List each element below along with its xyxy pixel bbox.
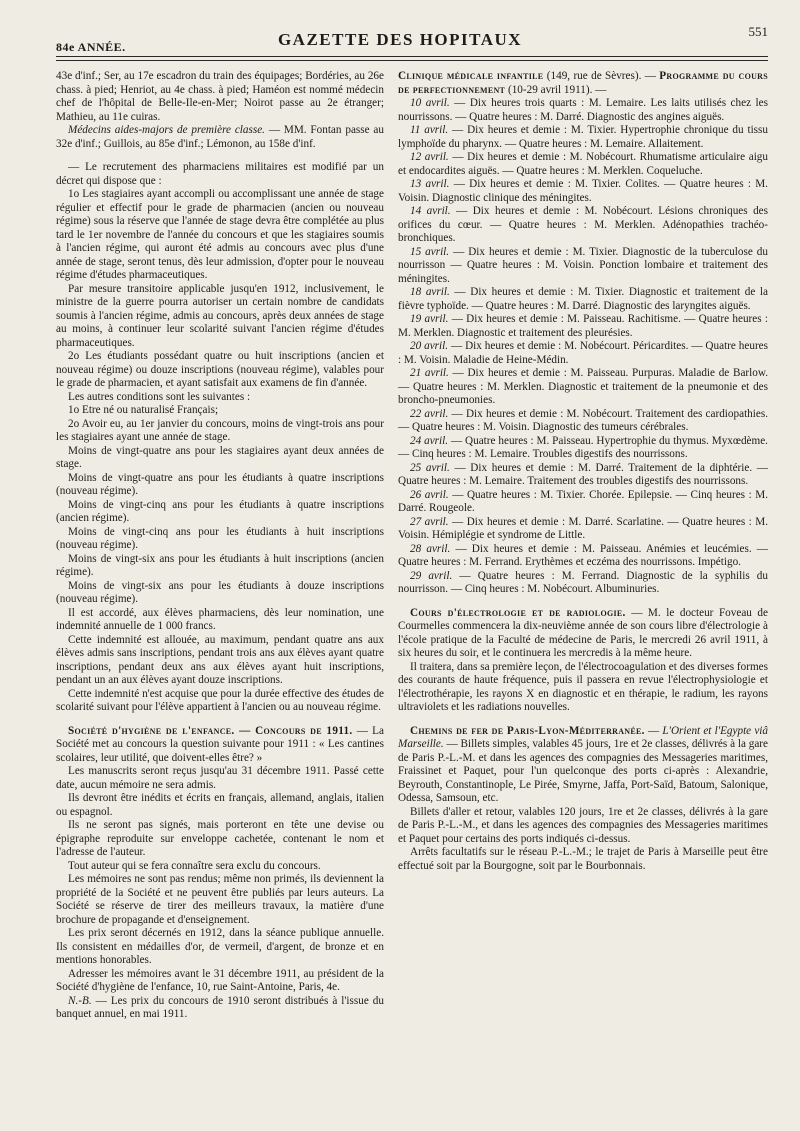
schedule-text: — Dix heures et demie : M. Paisseau. Anémies et leucémies. — Quatre heures : M. Ferrand. Erythèmes et eczéma des nourrissons. Impétigo. xyxy=(398,542,768,568)
schedule-entry xyxy=(398,124,768,151)
schedule-date: 13 avril. xyxy=(410,178,450,190)
schedule-text: — Quatre heures : M. Ferrand. Diagnostic de la syphilis du nourrisson. — Cinq heures : M. Nobécourt. Albuminuries. xyxy=(398,569,768,595)
section-heading: Clinique médicale infantile xyxy=(398,70,544,82)
schedule-entry xyxy=(398,516,768,543)
paragraph xyxy=(398,725,768,806)
paragraph: — Le recrutement des pharmaciens militaires est modifié par un décret qui dispose que : xyxy=(56,161,384,187)
schedule-date: 26 avril. xyxy=(410,488,449,501)
paragraph: Les manuscrits seront reçus jusqu'au 31 décembre 1911. Passé cette date, aucun mémoire ne sera admis. xyxy=(56,765,384,791)
paragraph-text: — xyxy=(644,724,663,737)
section-subheading: — Concours de 1911. xyxy=(234,724,353,737)
schedule-date: 14 avril. xyxy=(410,205,451,217)
schedule-entry xyxy=(398,367,768,408)
paragraph: 1o Les stagiaires ayant accompli ou accomplissant une année de stage régulier et effectif pour le grade de pharmacien (ancien ou nouveau régime) sous la réserve que l'année de stage devra être complétée au plus tard le 1er novembre de l'année du concours et que les stagiaires soumis à l'ancien régime, qui auront été admis au concours avec plus d'une année de stage, seront tenus, dès leur admission, d'opter pour le nouveau régime d'études pharmaceutiques. xyxy=(56,188,384,281)
paragraph-text: — M. le docteur Foveau de Courmelles commencera la dix-neuvième année de son cours libre d'électrologie à l'école pratique de la Faculté de médecine de Paris, le mercredi 26 avril 1911, à six heures du soir, et le continuera les mercredis à la même heure. xyxy=(398,606,768,659)
schedule-date: 15 avril. xyxy=(410,245,450,258)
paragraph xyxy=(56,725,384,766)
schedule-date: 12 avril. xyxy=(410,151,449,163)
schedule-date: 19 avril. xyxy=(410,313,449,325)
header-rule xyxy=(56,56,768,57)
paragraph: Les autres conditions sont les suivantes : xyxy=(68,390,251,403)
schedule-entry xyxy=(398,489,768,516)
paragraph: Moins de vingt-six ans pour les étudiants à douze inscriptions (nouveau régime). xyxy=(56,579,384,605)
paragraph-text: — Les prix du concours de 1910 seront distribués à l'issue du banquet annuel, en mai 1911. xyxy=(56,994,384,1020)
schedule-entry xyxy=(398,543,768,570)
paragraph: Moins de vingt-cinq ans pour les étudiants à huit inscriptions (nouveau régime). xyxy=(56,525,384,551)
header-rule-thin xyxy=(56,60,768,61)
paragraph: Cette indemnité n'est acquise que pour la durée effective des études de scolarité suivant pour l'élève appartient à l'ancien ou au nouveau régime. xyxy=(56,687,384,713)
right-column xyxy=(398,70,768,873)
paragraph: Cette indemnité est allouée, au maximum, pendant quatre ans aux élèves admis sans inscriptions, pendant trois ans aux élèves ayant quatre inscriptions, pendant deux ans aux élèves ayant huit inscriptions, pendant un an aux élèves ayant douze inscriptions. xyxy=(56,633,384,686)
schedule-text: — Dix heures et demie : M. Tixier. Diagnostic et traitement de la fièvre typhoïde. — Quatre heures : M. Darré. Diagnostic des laryngites aiguës. xyxy=(398,286,768,312)
schedule-date: 18 avril. xyxy=(410,286,450,298)
schedule-text: — Dix heures et demie : M. Tixier. Colites. — Quatre heures : M. Voisin. Diagnostic clinique des méningites. xyxy=(398,178,768,204)
paragraph-text: — Billets simples, valables 45 jours, 1re et 2e classes, délivrés à la gare de Paris P.-L.-M. et dans les agences des compagnies des Messageries maritimes, Fraissinet et Paquet, pour l'un quelconque des ports ci-après : Alexandrie, Beyrouth, Constantinople, Le Pirée, Smyrne, Jaffa, Port-Saïd, Batoum, Salonique, Odessa, Samsoun, etc. xyxy=(398,738,768,804)
schedule-text: — Dix heures trois quarts : M. Lemaire. Les laits utilisés chez les nourrissons. — Quatre heures : M. Darré. Diagnostic des angines aiguës. xyxy=(398,97,768,123)
note-label: N.-B. xyxy=(68,994,92,1007)
paragraph-text: — MM. Fontan passe au 32e d'inf.; Guillois, au 85e d'inf.; Lémonon, au 158e d'inf. xyxy=(56,124,384,150)
paragraph: Adresser les mémoires avant le 31 décembre 1911, au président de la Société d'hygiène de l'enfance, 10, rue Saint-Antoine, Paris, 4e. xyxy=(56,967,384,993)
paragraph: Moins de vingt-cinq ans pour les étudiants à quatre inscriptions (ancien régime). xyxy=(56,498,384,524)
paragraph-text: (10-29 avril 1911). — xyxy=(505,83,607,96)
schedule-date: 27 avril. xyxy=(410,515,449,528)
paragraph xyxy=(398,70,768,97)
paragraph: Tout auteur qui se fera connaître sera exclu du concours. xyxy=(68,859,321,872)
paragraph: Par mesure transitoire applicable jusqu'en 1912, inclusivement, le ministre de la guerre pourra autoriser un certain nombre de candidats soumis à l'ancien régime, admis au concours, après deux années de stage au moins, à continuer leur scolarité suivant l'ancien régime d'études pharmaceutiques. xyxy=(56,282,384,349)
paragraph xyxy=(56,995,384,1022)
schedule-text: — Dix heures et demie : M. Tixier. Diagnostic de la tuberculose du nourrisson — Quatre heures : M. Voisin. Ponction lombaire et traitement des méningites. xyxy=(398,245,768,285)
section-subtitle: L'Orient et l'Egypte viâ Marseille. xyxy=(398,724,768,750)
paragraph: Les prix seront décernés en 1912, dans la séance publique annuelle. Ils consistent en médailles d'or, de vermeil, d'argent, de bronze et en mentions honorables. xyxy=(56,927,384,966)
section-heading: Société d'hygiène de l'enfance. xyxy=(68,724,235,737)
section-heading: Cours d'électrologie et de radiologie. xyxy=(410,606,626,619)
schedule-date: 21 avril. xyxy=(410,367,449,379)
schedule-date: 11 avril. xyxy=(410,124,449,136)
section-heading: Chemins de fer de Paris-Lyon-Méditerranée. xyxy=(410,724,645,737)
issue-year: 84e ANNÉE. xyxy=(56,40,126,54)
paragraph: 43e d'inf.; Ser, au 17e escadron du train des équipages; Bordéries, au 26e chass. à pied; Henriot, au 4e chass. à pied; Haméon est nommé médecin chef de l'hôpital de Belle-Ile-en-Mer; Noirot passe au 2e étranger; Mathieu, au 11e cuiras. xyxy=(56,70,384,123)
paragraph: Arrêts facultatifs sur le réseau P.-L.-M.; le trajet de Paris à Marseille peut être effectué soit par la Bourgogne, soit par le Bourbonnais. xyxy=(398,846,768,872)
paragraph: Il est accordé, aux élèves pharmaciens, dès leur nomination, une indemnité annuelle de 1 000 francs. xyxy=(56,606,384,632)
schedule-date: 28 avril. xyxy=(410,542,451,555)
paragraph xyxy=(398,607,768,661)
schedule-entry xyxy=(398,246,768,287)
masthead-title: GAZETTE DES HOPITAUX xyxy=(277,30,523,49)
paragraph: 2o Avoir eu, au 1er janvier du concours, moins de vingt-trois ans pour les stagiaires ayant une année de stage. xyxy=(56,417,384,443)
schedule-date: 24 avril. xyxy=(410,434,449,447)
paragraph: Billets d'aller et retour, valables 120 jours, 1re et 2e classes, délivrés à la gare de Paris P.-L.-M., et dans les agences des compagnies des Messageries maritimes et Paquet pour certains des ports indiqués ci-dessus. xyxy=(398,805,768,845)
schedule-text: — Dix heures et demie : M. Nobécourt. Lésions chroniques des orifices du cœur. — Quatre heures : M. Merklen. Adénopathies trachéo-bronchiques. xyxy=(398,205,768,244)
schedule-text: — Dix heures et demie : M. Paisseau. Rachitisme. — Quatre heures : M. Merklen. Diagnostic et traitement des pleurésies. xyxy=(398,313,768,339)
schedule-text: — Quatre heures : M. Paisseau. Hypertrophie du thymus. Myxœdème. — Cinq heures : M. Lemaire. Troubles digestifs des nourrissons. xyxy=(398,434,768,460)
schedule-text: — Dix heures et demie : M. Nobécourt. Rhumatisme articulaire aigu et endocardites aiguës. — Quatre heures : M. Merklen. Coqueluche. xyxy=(398,151,768,177)
schedule-text: — Dix heures et demie : M. Darré. Traitement de la diphtérie. — Quatre heures : M. Lemaire. Traitement des troubles digestifs des nourrissons. xyxy=(398,461,768,487)
paragraph-text: — La Société met au concours la question suivante pour 1911 : « Les cantines scolaires, leur utilité, que doivent-elles être? » xyxy=(56,724,384,764)
schedule-entry xyxy=(398,408,768,435)
schedule-entry xyxy=(398,462,768,489)
schedule-entry xyxy=(398,340,768,367)
paragraph: Ils ne seront pas signés, mais porteront en tête une devise ou épigraphe reproduite sur enveloppe cachetée, contenant le nom et l'adresse de l'auteur. xyxy=(56,819,384,858)
paragraph: 2o Les étudiants possédant quatre ou huit inscriptions (ancien et nouveau régime) ou douze inscriptions (nouveau régime), valables pour le grade de pharmacien, et ayant satisfait aux examens de fin d'année. xyxy=(56,350,384,389)
schedule-entry xyxy=(398,570,768,597)
paragraph: 1o Etre né ou naturalisé Français; xyxy=(68,404,219,416)
schedule-entry xyxy=(398,151,768,178)
schedule-text: — Quatre heures : M. Tixier. Chorée. Epilepsie. — Cinq heures : M. Darré. Rougeole. xyxy=(398,488,768,514)
schedule-date: 29 avril. xyxy=(410,569,453,582)
schedule-text: — Dix heures et demie : M. Paisseau. Purpuras. Maladie de Barlow. — Quatre heures : M. Merklen. Diagnostic et traitement de la pneumonie et des broncho-pneumonies. xyxy=(398,367,768,406)
page-number: 551 xyxy=(748,24,768,39)
schedule-entry xyxy=(398,313,768,340)
schedule-text: — Dix heures et demie : M. Darré. Scarlatine. — Quatre heures : M. Voisin. Hémiplégie et syndrome de Little. xyxy=(398,515,768,541)
schedule-text: — Dix heures et demie : M. Tixier. Hypertrophie chronique du tissu lymphoïde du pharynx. — Quatre heures : M. Lemaire. Allaitement. xyxy=(398,124,768,150)
schedule-date: 10 avril. xyxy=(410,97,450,109)
paragraph: Moins de vingt-quatre ans pour les étudiants à quatre inscriptions (nouveau régime). xyxy=(56,471,384,497)
schedule-date: 22 avril. xyxy=(410,407,449,420)
schedule-text: — Dix heures et demie : M. Nobécourt. Traitement des cardiopathies. — Quatre heures : M. Voisin. Diagnostic des tumeurs cérébrales. xyxy=(398,407,768,433)
paragraph: Ils devront être inédits et écrits en français, allemand, anglais, italien ou espagnol. xyxy=(56,792,384,818)
section-subtitle: Médecins aides-majors de première classe. xyxy=(68,124,265,136)
schedule-entry xyxy=(398,178,768,205)
paragraph: Il traitera, dans sa première leçon, de l'électrocoagulation et des diverses formes des courants de haute fréquence, puis il passera en revue l'électrophysiologie et l'électrothérapie, les rayons X en diagnostic et en thérapie, le radium, les rayons ultraviolets et les radiations nouvelles. xyxy=(398,660,768,713)
paragraph: Les mémoires ne sont pas rendus; même non primés, ils deviennent la propriété de la Société et ne peuvent être publiés par leurs auteurs. La Société se réserve de tirer des meilleurs travaux, la matière d'une brochure de propagande et d'enseignement. xyxy=(56,873,384,926)
schedule-text: — Dix heures et demie : M. Nobécourt. Péricardites. — Quatre heures : M. Voisin. Maladie de Heine-Médin. xyxy=(398,340,768,366)
course-schedule xyxy=(398,97,768,597)
schedule-entry xyxy=(398,97,768,124)
schedule-date: 25 avril. xyxy=(410,461,450,474)
paragraph: Moins de vingt-quatre ans pour les stagiaires ayant deux années de stage. xyxy=(56,444,384,470)
paragraph-text: (149, rue de Sèvres). — xyxy=(543,70,660,82)
paragraph: Moins de vingt-six ans pour les étudiants à huit inscriptions (ancien régime). xyxy=(56,552,384,578)
schedule-entry xyxy=(398,205,768,246)
paragraph xyxy=(56,124,384,151)
section-subheading: Programme du cours de perfectionnement xyxy=(398,70,769,96)
left-column xyxy=(56,70,384,1022)
schedule-date: 20 avril. xyxy=(410,340,449,352)
schedule-entry xyxy=(398,435,768,462)
schedule-entry xyxy=(398,286,768,313)
